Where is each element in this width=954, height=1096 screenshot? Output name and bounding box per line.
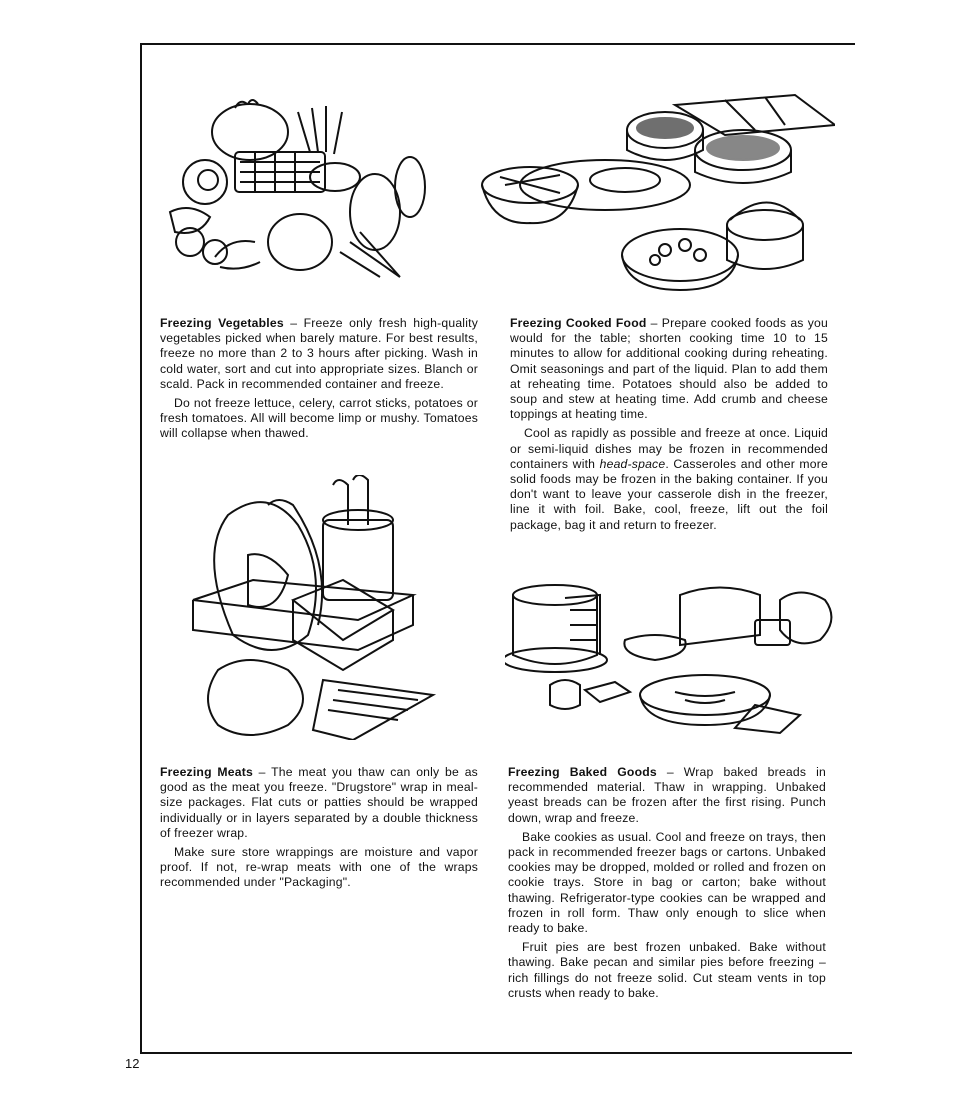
baked-goods-illustration	[505, 580, 835, 740]
meats-paragraph-2: Make sure store wrappings are moisture and vapor proof. If not, re-wrap meats with one of the wraps recommended under "Packaging".	[160, 845, 478, 890]
baked-paragraph-3: Fruit pies are best frozen unbaked. Bake without thawing. Bake pecan and similar pies before freezing – rich fillings do not freeze solid. Cut steam vents in top crusts when ready to bake.	[508, 940, 826, 1000]
vegetables-illustration	[160, 92, 440, 287]
meats-section	[160, 765, 478, 895]
bottom-rule	[140, 1052, 852, 1054]
vegetables-section	[160, 316, 478, 446]
vegetables-paragraph-2: Do not freeze lettuce, celery, carrot sticks, potatoes or fresh tomatoes. All will become limp or mushy. Tomatoes will collapse when thawed.	[160, 396, 478, 441]
baked-paragraph-2: Bake cookies as usual. Cool and freeze on trays, then pack in recommended freezer bags or cartons. Unbaked cookies may be dropped, molded or rolled and frozen on cookie trays. Store in bag or carton; bake without thawing. Refrigerator-type cookies can be wrapped and frozen in roll form. Thaw only enough to slice when ready to bake.	[508, 829, 826, 936]
vegetables-heading: Freezing Vegetables	[160, 316, 284, 330]
cooked-paragraph-2a: Cool as rapidly as possible and freeze at once. Liquid or semi-liquid dishes may be frozen in recommended containers with	[510, 426, 828, 471]
baked-heading: Freezing Baked Goods	[508, 765, 657, 779]
baked-goods-section	[508, 765, 826, 1005]
cooked-food-section	[510, 316, 828, 537]
left-rule	[140, 43, 142, 1054]
cooked-paragraph-1: – Prepare cooked foods as you would for the table; shorten cooking time 10 to 15 minutes to allow for additional cooking during reheating. Omit seasonings and part of the liquid. Plan to add them at reheating time. Potatoes should also be added to soup and stew at heating time. Add crumb and cheese toppings at heating time.	[510, 316, 828, 422]
cooked-head-space-term: head-space	[599, 456, 666, 471]
baked-paragraph-1: – Wrap baked breads in recommended material. Thaw in wrapping. Unbaked yeast breads can be frozen after the first rising. Punch down, wrap and freeze.	[508, 765, 826, 825]
page-number: 12	[125, 1056, 140, 1071]
top-rule	[140, 43, 855, 45]
meats-illustration	[188, 475, 438, 740]
cooked-paragraph-2b: . Casseroles and other more solid foods may be frozen in the baking container. If you don't want to leave your casserole dish in the freezer, line it with foil. Bake, cool, freeze, lift out the foil package, bag it and return to freezer.	[510, 456, 828, 532]
vegetables-paragraph-1: – Freeze only fresh high-quality vegetables picked when barely mature. For best results, freeze no more than 2 to 3 hours after picking. Wash in cold water, sort and cut into appropriate sizes. Blanch or scald. Pack in recommended container and freeze.	[160, 316, 478, 391]
meats-paragraph-1: – The meat you thaw can only be as good as the meat you freeze. "Drugstore" wrap in meal-size packages. Flat cuts or patties should be wrapped individually or in layers separated by a double thickness of freezer wrap.	[160, 765, 478, 840]
cooked-heading: Freezing Cooked Food	[510, 316, 647, 330]
meats-heading: Freezing Meats	[160, 765, 253, 779]
cooked-food-illustration	[475, 85, 835, 300]
